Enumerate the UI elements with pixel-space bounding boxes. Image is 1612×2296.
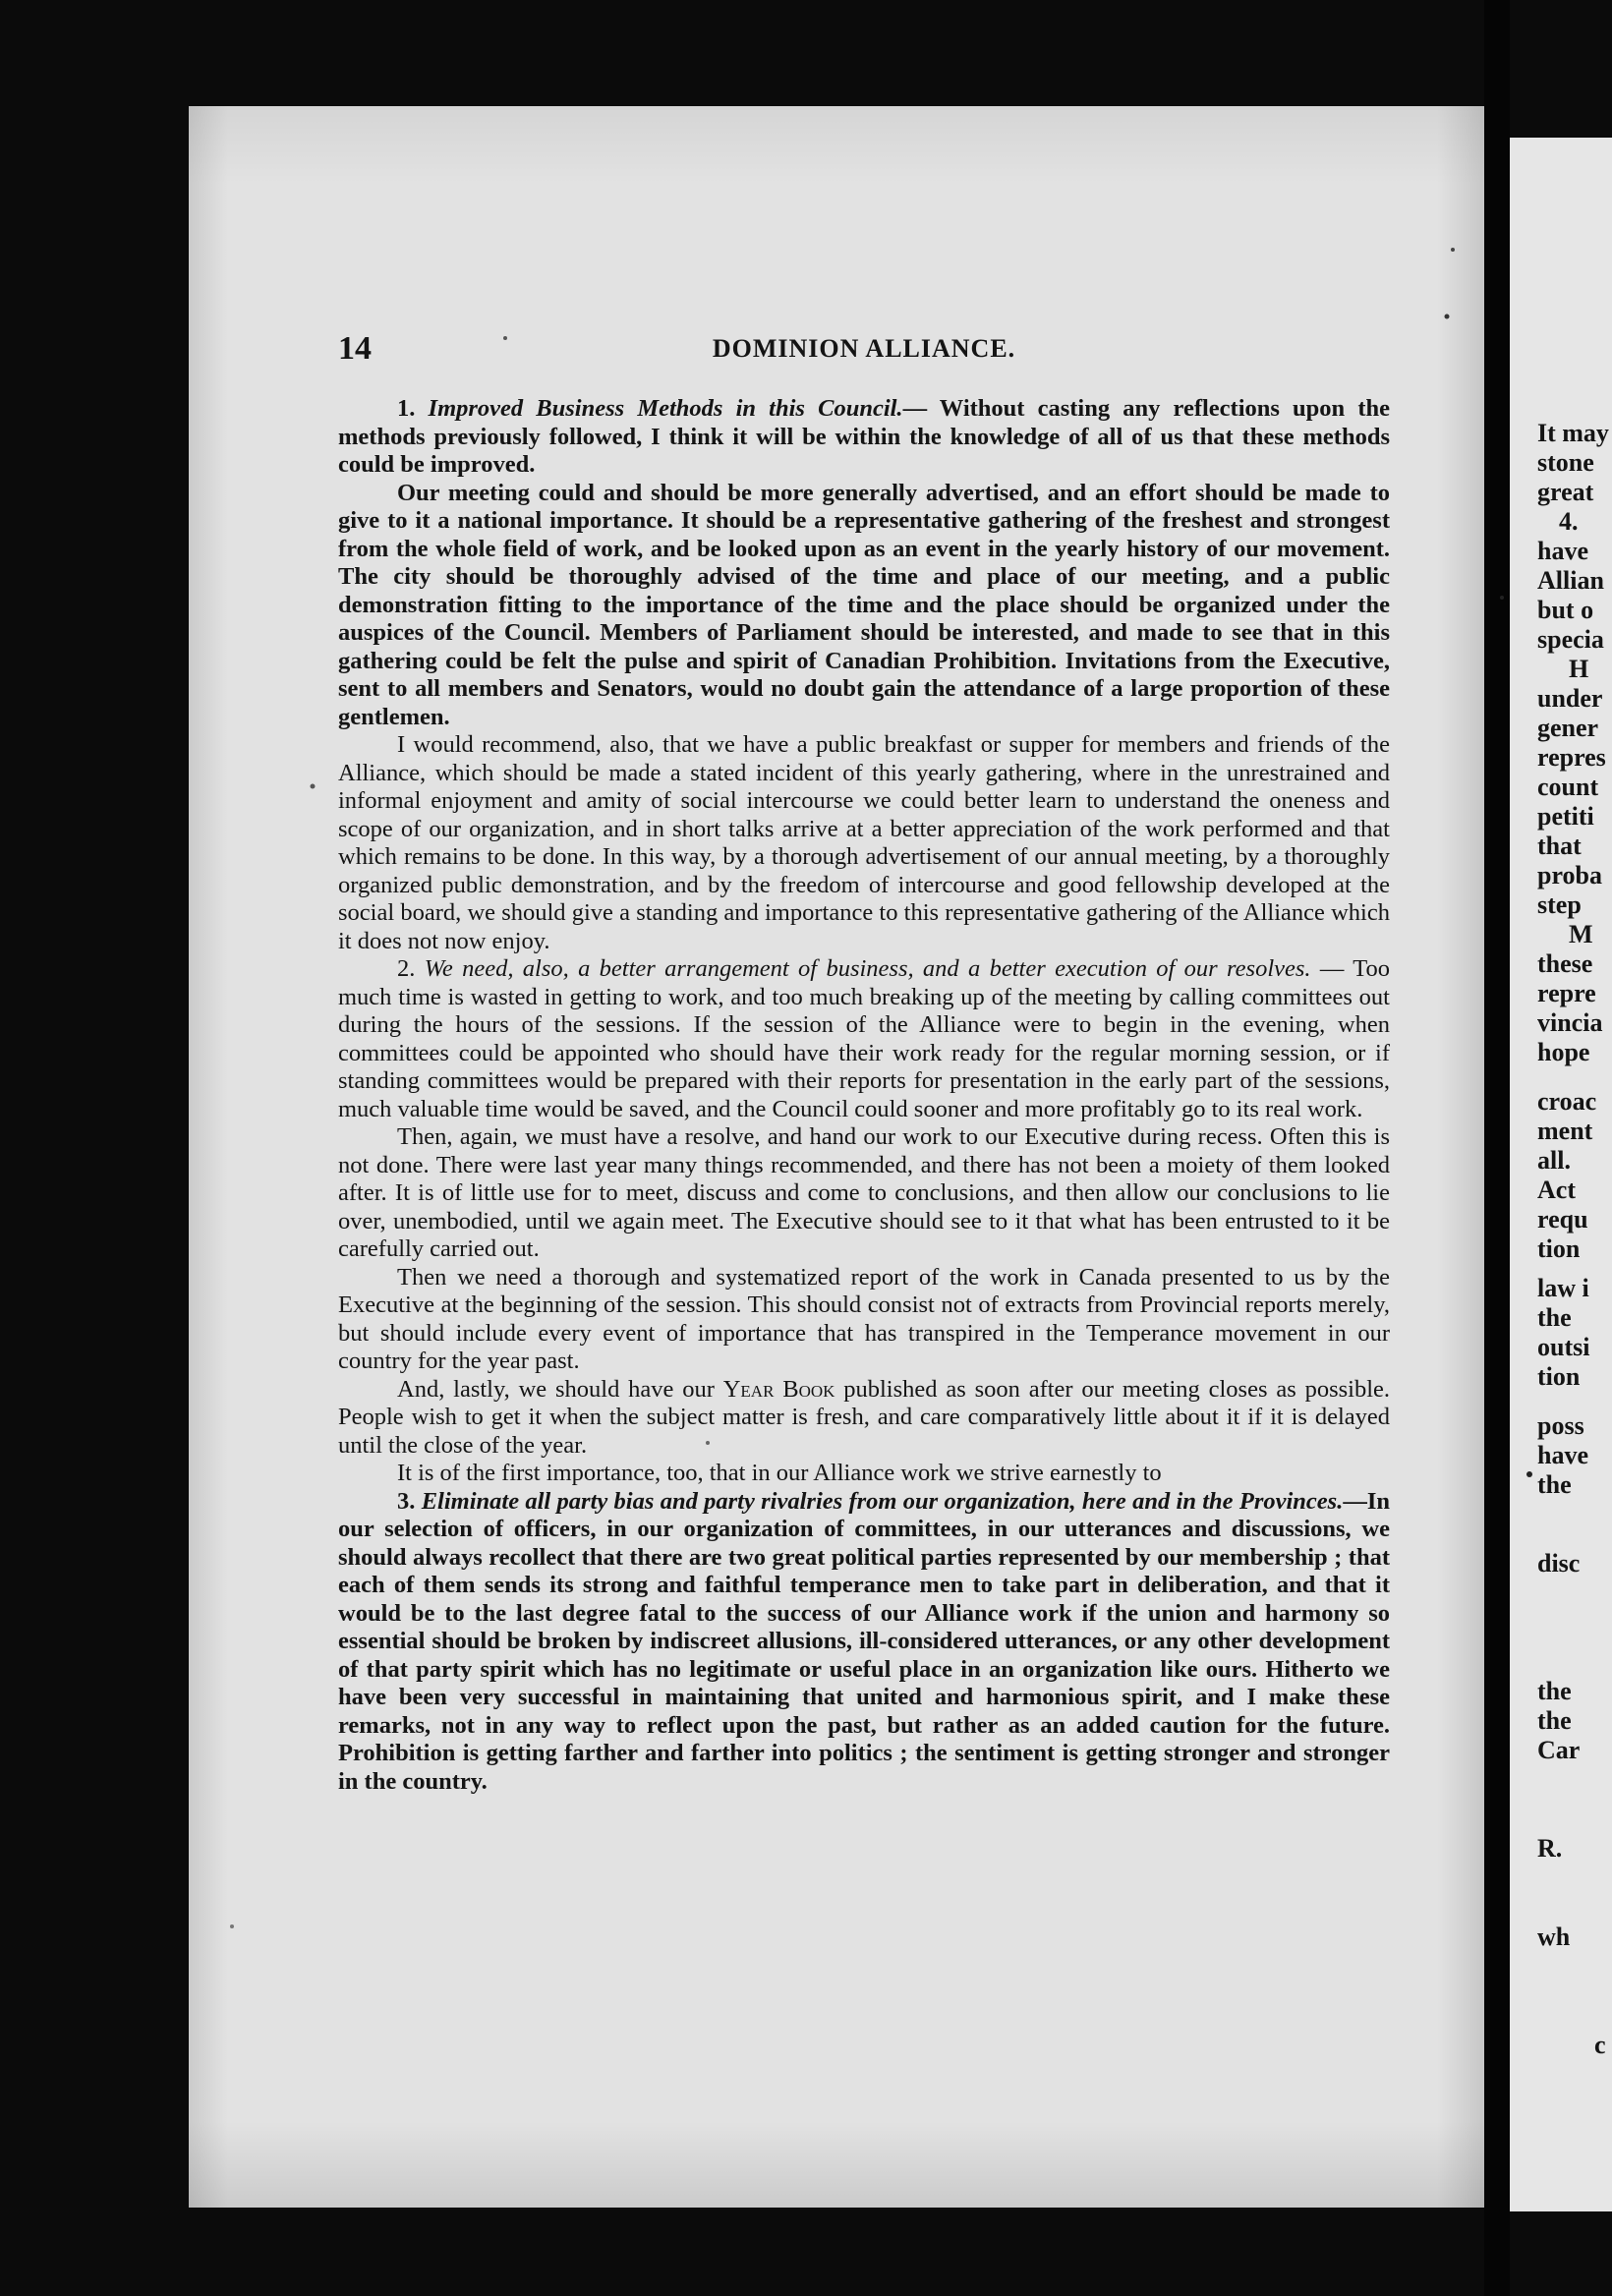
adjacent-text-fragment: count <box>1537 773 1599 801</box>
adjacent-text-fragment: the <box>1537 1470 1572 1499</box>
running-title: DOMINION ALLIANCE. <box>712 334 1016 363</box>
adjacent-text-fragment: c <box>1594 2031 1606 2059</box>
adjacent-text-fragment: gener <box>1537 714 1599 742</box>
adjacent-text-fragment: step <box>1537 890 1582 919</box>
paragraph-improved-business-methods <box>338 395 1390 480</box>
adjacent-text-fragment: ment <box>1537 1117 1593 1145</box>
paragraph-executive-recess: Then, again, we must have a resolve, and hand our work to our Executive during recess. Often this is not done. There were last year many things recommended, and there has not been a moiety of them looked after. It is of little use for to meet, discuss and come to conclusions, and then allow our conclusions to lie over, unembodied, until we again meet. The Executive should see to it that what has been entrusted to it be carefully carried out. <box>338 1123 1390 1262</box>
adjacent-text-fragment: Car <box>1537 1736 1581 1764</box>
adjacent-text-fragment: requ <box>1537 1205 1588 1234</box>
adjacent-text-fragment: tion <box>1537 1362 1581 1391</box>
adjacent-text-fragment: R. <box>1537 1834 1563 1863</box>
section-number: 2. <box>397 955 416 982</box>
adjacent-text-fragment: law i <box>1537 1274 1589 1302</box>
adjacent-page-edge <box>1510 138 1612 2211</box>
adjacent-text-fragment: have <box>1537 1441 1588 1469</box>
adjacent-text-fragment: have <box>1537 537 1588 565</box>
adjacent-text-fragment: vincia <box>1537 1008 1603 1037</box>
adjacent-text-fragment: repres <box>1537 743 1606 772</box>
section-number: 1. <box>397 395 416 422</box>
paragraph-systematized-report: Then we need a thorough and systematized report of the work in Canada presented to us by the Executive at the beginning of the session. This should consist not of extracts from Provincial reports merely, but should include every event of importance that has transpired in the Temperance movement in our country for the year past. <box>338 1263 1390 1374</box>
adjacent-text-fragment: wh <box>1537 1923 1571 1951</box>
adjacent-text-fragment: these <box>1537 949 1593 978</box>
section-number: 3. <box>397 1487 416 1515</box>
adjacent-text-fragment: the <box>1537 1677 1572 1705</box>
adjacent-text-fragment: M <box>1569 920 1593 948</box>
paragraph-year-book <box>338 1376 1390 1461</box>
section-heading: Improved Business Methods in this Council. <box>428 395 903 422</box>
adjacent-text-fragment: Act <box>1537 1176 1576 1204</box>
adjacent-text-fragment: repre <box>1537 979 1596 1007</box>
section-heading: We need, also, a better arrangement of business, and a better execution of our resolves. <box>424 955 1311 982</box>
adjacent-text-fragment: H <box>1569 655 1589 683</box>
adjacent-text-fragment: poss <box>1537 1411 1584 1440</box>
adjacent-text-fragment: the <box>1537 1303 1572 1332</box>
paragraph-eliminate-party-bias <box>338 1488 1390 1797</box>
paragraph-text: published as soon after our meeting closes as possible. People wish to get it when the subject matter is fresh, and care comparatively little about it if it is delayed until the close of the year. <box>338 1375 1390 1459</box>
adjacent-text-fragment: great <box>1537 478 1594 506</box>
adjacent-text-fragment: outsi <box>1537 1333 1590 1361</box>
adjacent-text-fragment: stone <box>1537 448 1594 477</box>
adjacent-text-fragment: hope <box>1537 1038 1590 1066</box>
paragraph-better-arrangement <box>338 955 1390 1123</box>
adjacent-text-fragment: 4. <box>1559 507 1579 536</box>
adjacent-text-fragment: under <box>1537 684 1603 713</box>
paragraph-text: — Too much time is wasted in getting to work, and too much breaking up of the meeting by calling committees out during the hours of the sessions. If the session of the Alliance were to begin in the evening, when committees could be appointed who should have their work ready for the regular morning session, or if standing committees would be prepared with their reports for presentation in the early part of the sessions, much valuable time would be saved, and the Council could sooner and more profitably go to its real work. <box>338 955 1391 1122</box>
body-text <box>338 395 1390 1796</box>
adjacent-text-fragment: all. <box>1537 1146 1571 1175</box>
paragraph-public-breakfast: I would recommend, also, that we have a public breakfast or supper for members and friends of the Alliance, which should be made a stated incident of this yearly gathering, where in the unrestrained and informal enjoyment and amity of social intercourse we could better learn to understand the oneness and scope of our organization, and in short talks arrive at a better appreciation of the work performed and that which remains to be done. In this way, by a thorough advertisement of our annual meeting, by a thoroughly organized public demonstration, and by the freedom of intercourse and good fellowship developed at the social board, we should give a standing and importance to this representative gathering of the Alliance which it does not now enjoy. <box>338 731 1390 954</box>
adjacent-text-fragment: It may <box>1537 419 1609 447</box>
paragraph-first-importance: It is of the first importance, too, that in our Alliance work we strive earnestly to <box>397 1460 1162 1486</box>
adjacent-text-fragment: croac <box>1537 1087 1597 1116</box>
adjacent-text-fragment: petiti <box>1537 802 1594 831</box>
paragraph-text: And, lastly, we should have our <box>397 1375 723 1403</box>
paragraph-text: — Without casting any reflections upon the methods previously followed, I think it will be within the knowledge of all of us that these methods could be improved. <box>338 395 1390 478</box>
adjacent-text-fragment: proba <box>1537 861 1602 890</box>
adjacent-text-fragment: the <box>1537 1706 1572 1735</box>
paragraph-text: —In our selection of officers, in our organization of committees, in our utterances and discussions, we should always recollect that there are two great political parties represented by our membership ; that each of them sends its strong and faithful temperance men to take part in deliberation, and that it would be to the last degree fatal to the success of our Alliance work if the union and harmony so essential should be broken by indiscreet allusions, ill-considered utterances, or any other development of that party spirit which has no legitimate or useful place in an organization like ours. Hitherto we have been very successful in maintaining that united and harmonious spirit, and I make these remarks, not in any way to reflect upon the past, but rather as an added caution for the future. Prohibition is getting farther and farther into politics ; the sentiment is getting stronger and stronger in the country. <box>338 1487 1390 1795</box>
adjacent-text-fragment: disc <box>1537 1549 1581 1578</box>
adjacent-text-fragment: Allian <box>1537 566 1604 595</box>
adjacent-text-fragment: tion <box>1537 1234 1581 1263</box>
adjacent-text-fragment: specia <box>1537 625 1604 654</box>
page-number: 14 <box>338 330 372 367</box>
page-header <box>338 330 1390 370</box>
book-gutter <box>1484 0 1510 2296</box>
adjacent-text-fragment: but o <box>1537 596 1594 624</box>
year-book-title: Year Book <box>722 1375 835 1403</box>
section-heading: Eliminate all party bias and party rivalries from our organization, here and in the Provinces. <box>421 1487 1344 1515</box>
adjacent-text-fragment: that <box>1537 832 1582 860</box>
paragraph-advertising: Our meeting could and should be more generally advertised, and an effort should be made to give to it a national importance. It should be a representative gathering of the freshest and strongest from the whole field of work, and be looked upon as an event in the yearly history of our movement. The city should be thoroughly advised of the time and place of our meeting, and a public demonstration fitting to the importance of the time and the place should be organized under the auspices of the Council. Members of Parliament should be interested, and made to see that in this gathering could be felt the pulse and spirit of Canadian Prohibition. Invitations from the Executive, sent to all members and Senators, would no doubt gain the attendance of a large proportion of these gentlemen. <box>338 479 1390 730</box>
